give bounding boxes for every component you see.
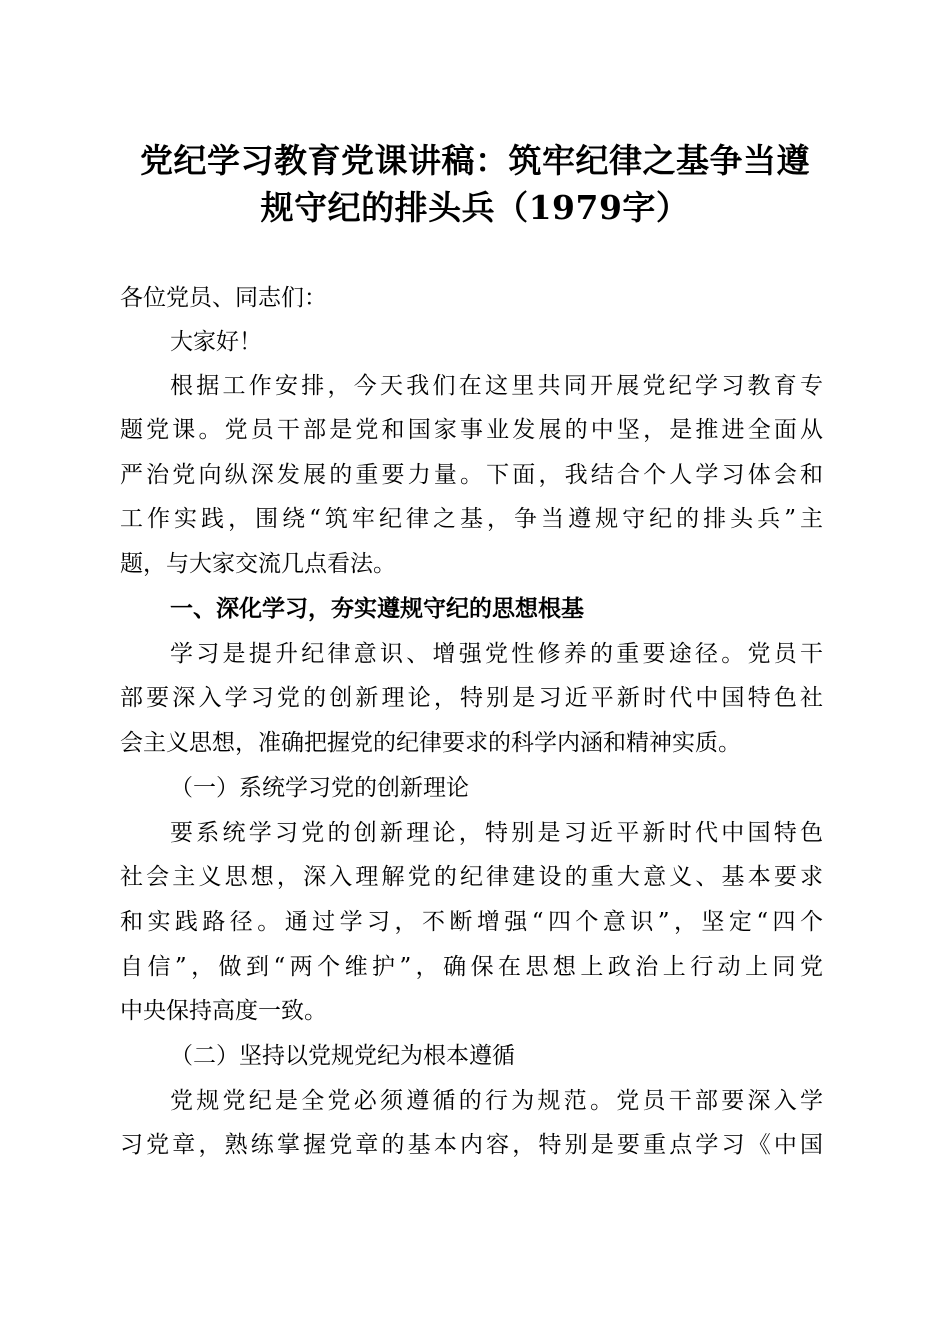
- paragraph-line: 题，与大家交流几点看法。: [120, 551, 396, 577]
- paragraph-line: 根据工作安排，今天我们在这里共同开展党纪学习教育专: [170, 373, 823, 399]
- document-title-line-2: 规守纪的排头兵（1979字）: [260, 188, 690, 227]
- subsection-heading-1: （一）系统学习党的创新理论: [170, 775, 469, 801]
- paragraph-line: 习党章，熟练掌握党章的基本内容，特别是要重点学习《中国: [120, 1132, 823, 1158]
- paragraph-line: 工作实践，围绕“筑牢纪律之基，争当遵规守纪的排头兵”主: [120, 506, 823, 532]
- paragraph-line: 社会主义思想，深入理解党的纪律建设的重大意义、基本要求: [120, 864, 823, 890]
- paragraph-line: 题党课。党员干部是党和国家事业发展的中坚，是推进全面从: [120, 417, 823, 443]
- document-title-line-1: 党纪学习教育党课讲稿：筑牢纪律之基争当遵: [140, 141, 810, 180]
- greeting: 大家好！: [170, 329, 262, 355]
- paragraph-line: 会主义思想，准确把握党的纪律要求的科学内涵和精神实质。: [120, 730, 741, 756]
- paragraph-line: 部要深入学习党的创新理论，特别是习近平新时代中国特色社: [120, 685, 823, 711]
- section-heading-1: 一、深化学习，夯实遵规守纪的思想根基: [170, 596, 584, 622]
- paragraph-line: 学习是提升纪律意识、增强党性修养的重要途径。党员干: [170, 641, 823, 667]
- salutation: 各位党员、同志们：: [120, 285, 327, 311]
- paragraph-line: 严治党向纵深发展的重要力量。下面，我结合个人学习体会和: [120, 462, 823, 488]
- paragraph-line: 和实践路径。通过学习，不断增强“四个意识”，坚定“四个: [120, 909, 823, 935]
- paragraph-line: 党规党纪是全党必须遵循的行为规范。党员干部要深入学: [170, 1088, 823, 1114]
- paragraph-line: 自信”，做到“两个维护”，确保在思想上政治上行动上同党: [120, 954, 823, 980]
- subsection-heading-2: （二）坚持以党规党纪为根本遵循: [170, 1043, 515, 1069]
- paragraph-line: 中央保持高度一致。: [120, 998, 327, 1024]
- paragraph-line: 要系统学习党的创新理论，特别是习近平新时代中国特色: [170, 820, 823, 846]
